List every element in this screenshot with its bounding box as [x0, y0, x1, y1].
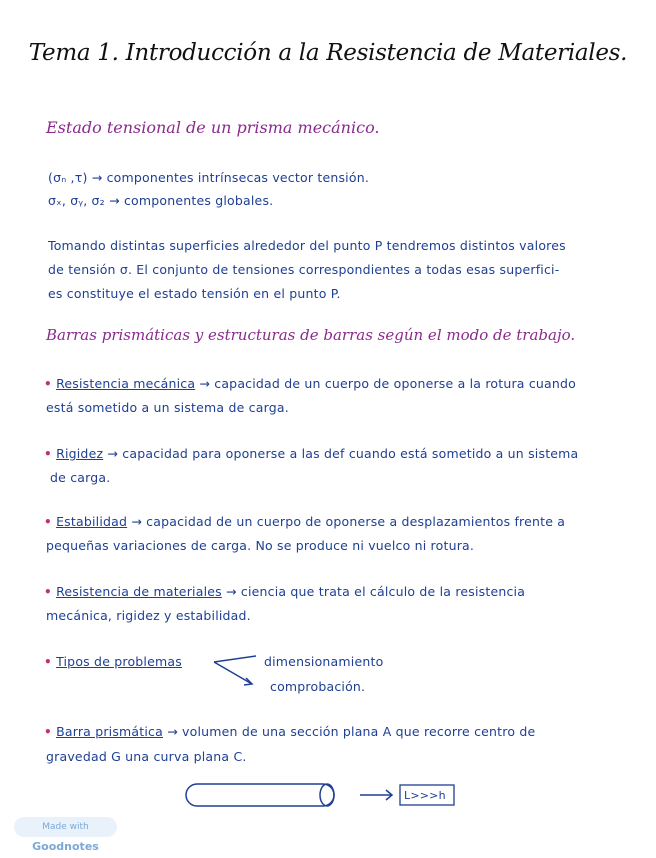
intrinsic-components-line — [48, 170, 369, 185]
definition-text: capacidad de un cuerpo de oponerse a desplazamientos frente a — [146, 514, 566, 529]
section-heading-estado-tensional: Estado tensional de un prisma mecánico. — [46, 118, 380, 137]
term: Estabilidad — [56, 514, 128, 529]
definition-text: ciencia que trata el cálculo de la resistencia — [240, 584, 526, 599]
definition-text: capacidad para oponerse a las def cuando está sometido a un sistema — [122, 446, 579, 461]
bar-ratio-label: L>>>h — [404, 789, 446, 802]
term: Rigidez — [56, 446, 104, 461]
page-title: Tema 1. Introducción a la Resistencia de Materiales. — [28, 40, 628, 66]
bullet-icon: • — [44, 447, 52, 461]
arrow-right-icon: → — [107, 446, 123, 461]
problem-type-option: comprobación. — [270, 679, 366, 694]
goodnotes-badge — [14, 817, 117, 853]
badge-prefix: Made with — [42, 822, 89, 832]
global-symbols: σₓ, σᵧ, σ₂ — [48, 193, 105, 208]
definition-continuation: pequeñas variaciones de carga. No se produce ni vuelco ni rotura. — [46, 538, 475, 553]
definition-tipos-problemas — [44, 654, 182, 669]
definition-continuation: gravedad G una curva plana C. — [46, 749, 247, 764]
badge-brand: Goodnotes — [32, 840, 99, 853]
term: Tipos de problemas — [56, 654, 182, 669]
branch-arrows-icon — [212, 652, 262, 688]
definition-text: capacidad de un cuerpo de oponerse a la rotura cuando — [214, 376, 576, 391]
bullet-icon: • — [44, 377, 52, 391]
definition-rigidez — [44, 446, 578, 461]
definition-barra-prismatica — [44, 724, 535, 739]
paragraph-line: Tomando distintas superficies alrededor del punto P tendremos distintos valores — [48, 238, 566, 253]
section-heading-barras: Barras prismáticas y estructuras de barras según el modo de trabajo. — [46, 326, 576, 344]
paragraph-line: es constituye el estado tensión en el punto P. — [48, 286, 341, 301]
paragraph-line: de tensión σ. El conjunto de tensiones correspondientes a todas esas superfici- — [48, 262, 560, 277]
definition-resistencia-mecanica — [44, 376, 576, 391]
arrow-right-icon: → — [91, 170, 107, 185]
term: Resistencia de materiales — [56, 584, 222, 599]
term: Barra prismática — [56, 724, 163, 739]
term: Resistencia mecánica — [56, 376, 196, 391]
arrow-right-icon: → — [167, 724, 183, 739]
problem-type-option: dimensionamiento — [264, 654, 384, 669]
arrow-right-icon: → — [131, 514, 147, 529]
definition-continuation: está sometido a un sistema de carga. — [46, 400, 289, 415]
definition-resistencia-materiales — [44, 584, 525, 599]
global-description: componentes globales. — [123, 193, 274, 208]
global-components-line — [48, 193, 273, 208]
intrinsic-symbols: (σₙ ,τ) — [48, 170, 88, 185]
bullet-icon: • — [44, 585, 52, 599]
bullet-icon: • — [44, 725, 52, 739]
intrinsic-description: componentes intrínsecas vector tensión. — [106, 170, 369, 185]
arrow-right-icon: → — [226, 584, 241, 599]
definition-text: volumen de una sección plana A que recorre centro de — [182, 724, 536, 739]
definition-continuation: mecánica, rigidez y estabilidad. — [46, 608, 251, 623]
arrow-right-icon: → — [109, 193, 124, 208]
definition-estabilidad — [44, 514, 565, 529]
bullet-icon: • — [44, 515, 52, 529]
arrow-right-icon: → — [199, 376, 215, 391]
bullet-icon: • — [44, 655, 52, 669]
definition-continuation: de carga. — [50, 470, 111, 485]
